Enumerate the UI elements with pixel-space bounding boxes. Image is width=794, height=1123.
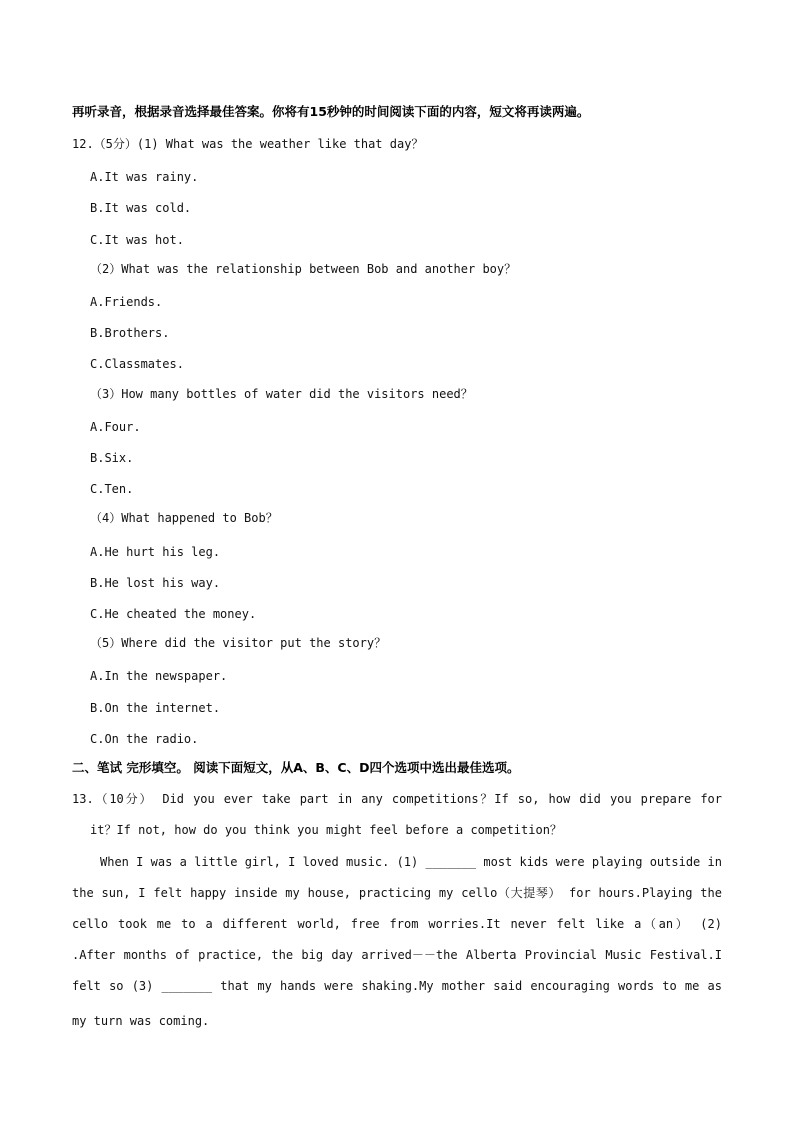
q12-2-option-c: C.Classmates.	[90, 357, 184, 371]
q13-passage-line-6: .After months of practice, the big day arrived－－the Alberta Provincial Music Festival.I	[72, 948, 722, 962]
section-instruction: 再听录音，根据录音选择最佳答案。你将有15秒钟的时间阅读下面的内容，短文将再读两遍。	[72, 104, 590, 119]
q12-4-option-a: A.He hurt his leg.	[90, 545, 221, 559]
q12-4-option-c: C.He cheated the money.	[90, 607, 257, 621]
q13-passage-line-2: it？If not, how do you think you might feel before a competition？	[90, 823, 562, 837]
q13-passage-line-4: the sun, I felt happy inside my house, practicing my cello（大提琴） for hours.Playing the	[72, 886, 722, 900]
q13-passage-line-8: my turn was coming.	[72, 1014, 210, 1028]
q13-passage-line-1: 13.（10分） Did you ever take part in any competitions？If so, how did you prepare for	[72, 792, 722, 806]
q12-3-option-c: C.Ten.	[90, 482, 134, 496]
q12-3-option-a: A.Four.	[90, 420, 141, 434]
q12-1-option-b: B.It was cold.	[90, 201, 192, 215]
q12-sub-question-2: （2）What was the relationship between Bob and another boy？	[90, 262, 517, 276]
q13-passage-line-7: felt so (3) _______ that my hands were shaking.My mother said encouraging words to me as	[72, 979, 722, 993]
q13-passage-line-5: cello took me to a different world, free from worries.It never felt like a（an） (2)	[72, 917, 722, 931]
q12-1-option-c: C.It was hot.	[90, 233, 184, 247]
q12-1-option-a: A.It was rainy.	[90, 170, 199, 184]
q12-sub-question-5: （5）Where did the visitor put the story？	[90, 636, 387, 650]
q13-passage-line-3: When I was a little girl, I loved music. (1) _______ most kids were playing outside in	[100, 855, 722, 869]
q12-sub-question-4: （4）What happened to Bob？	[90, 511, 278, 525]
q12-5-option-a: A.In the newspaper.	[90, 669, 228, 683]
q12-2-option-a: A.Friends.	[90, 295, 163, 309]
q12-5-option-b: B.On the internet.	[90, 701, 221, 715]
question-12-header: 12.（5分）(1) What was the weather like that day？	[72, 137, 424, 151]
q12-3-option-b: B.Six.	[90, 451, 134, 465]
q12-2-option-b: B.Brothers.	[90, 326, 170, 340]
q12-4-option-b: B.He lost his way.	[90, 576, 221, 590]
section-2-heading: 二、笔试 完形填空。 阅读下面短文，从A、B、C、D四个选项中选出最佳选项。	[72, 760, 520, 775]
q12-5-option-c: C.On the radio.	[90, 732, 199, 746]
q12-sub-question-3: （3）How many bottles of water did the visitors need？	[90, 387, 473, 401]
